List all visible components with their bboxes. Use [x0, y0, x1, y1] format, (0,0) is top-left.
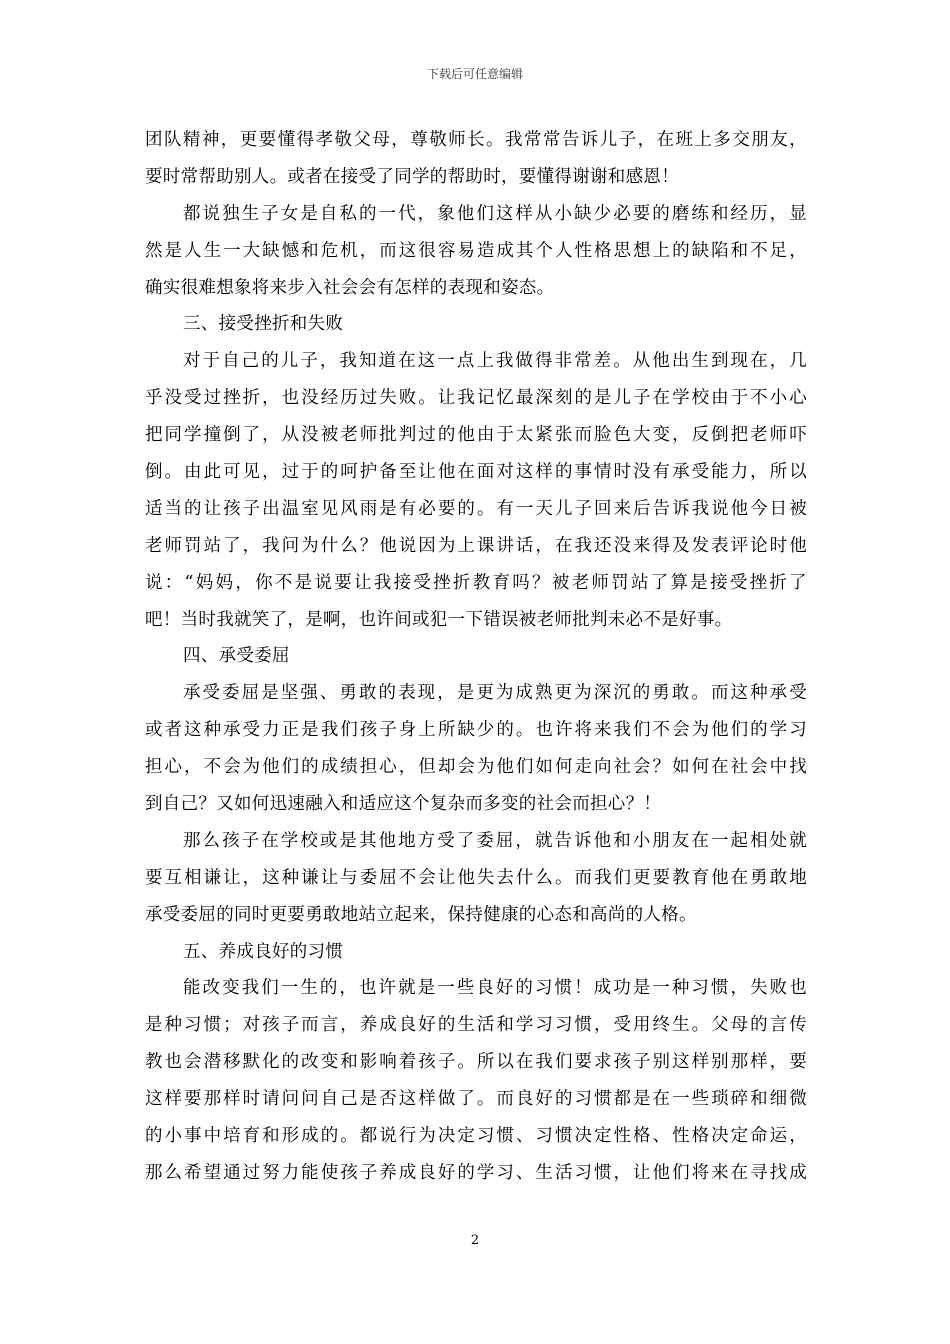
paragraph-first-line: 承受委屈是坚强、勇敢的表现，是更为成熟更为深沉的勇敢。而这种承受 [183, 683, 807, 704]
text-line: 教也会潜移默化的改变和影响着孩子。所以在我们要求孩子别这样别那样，要 [145, 1052, 807, 1073]
text-line: 适当的让孩子出温室见风雨是有必要的。有一天儿子回来后告诉我说他今日被 [145, 498, 807, 519]
text-line: 确实很难想象将来步入社会会有怎样的表现和姿态。 [145, 277, 555, 298]
text-line: 是种习惯；对孩子而言，养成良好的生活和学习习惯，受用终生。父母的言传 [145, 1015, 807, 1036]
paragraph-first-line: 能改变我们一生的，也许就是一些良好的习惯！成功是一种习惯，失败也 [183, 978, 807, 999]
text-line: 到自己？又如何迅速融入和适应这个复杂而多变的社会而担心？！ [145, 794, 662, 815]
document-body [145, 122, 807, 1192]
text-line: 把同学撞倒了，从没被老师批判过的他由于太紧张而脸色大变，反倒把老师吓 [145, 425, 807, 446]
page-number: 2 [470, 1233, 480, 1248]
text-line: 的小事中培育和形成的。都说行为决定习惯、习惯决定性格、性格决定命运， [145, 1126, 807, 1147]
section-heading: 三、接受挫折和失败 [183, 314, 344, 335]
text-line: 倒。由此可见，过于的呵护备至让他在面对这样的事情时没有承受能力，所以 [145, 462, 807, 483]
text-line: 吧！当时我就笑了，是啊，也许间或犯一下错误被老师批判未必不是好事。 [145, 609, 733, 630]
text-line: 团队精神，更要懂得孝敬父母，尊敬师长。我常常告诉儿子，在班上多交朋友， [145, 130, 807, 150]
text-line: 担心，不会为他们的成绩担心，但却会为他们如何走向社会？如何在社会中找 [145, 757, 807, 778]
text-line: 承受委屈的同时更要勇敢地站立起来，保持健康的心态和高尚的人格。 [145, 904, 697, 925]
paragraph-first-line: 那么孩子在学校或是其他地方受了委屈，就告诉他和小朋友在一起相处就 [183, 830, 807, 851]
paragraph-first-line: 对于自己的儿子，我知道在这一点上我做得非常差。从他出生到现在，几 [183, 351, 807, 372]
text-line: 那么希望通过努力能使孩子养成良好的学习、生活习惯，让他们将来在寻找成 [145, 1162, 807, 1183]
text-line: 说：“妈妈，你不是说要让我接受挫折教育吗？被老师罚站了算是接受挫折了 [145, 572, 807, 593]
text-line: 乎没受过挫折，也没经历过失败。让我记忆最深刻的是儿子在学校由于不小心 [145, 388, 807, 409]
paragraph-first-line: 都说独生子女是自私的一代，象他们这样从小缺少必要的磨练和经历，显 [183, 203, 807, 224]
text-line: 老师罚站了，我问为什么？他说因为上课讲话，在我还没来得及发表评论时他 [145, 535, 807, 556]
section-heading: 四、承受委屈 [183, 646, 290, 667]
page-header: 下载后可任意编辑 [426, 67, 523, 81]
text-line: 要互相谦让，这种谦让与委屈不会让他失去什么。而我们更要教育他在勇敢地 [145, 867, 807, 888]
text-line: 或者这种承受力正是我们孩子身上所缺少的。也许将来我们不会为他们的学习 [145, 720, 807, 741]
section-heading: 五、养成良好的习惯 [183, 941, 344, 962]
text-line: 要时常帮助别人。或者在接受了同学的帮助时，要懂得谢谢和感恩！ [145, 166, 679, 187]
text-line: 然是人生一大缺憾和危机，而这很容易造成其个人性格思想上的缺陷和不足， [145, 240, 807, 261]
text-line: 这样要那样时请问问自己是否这样做了。而良好的习惯都是在一些琐碎和细微 [145, 1089, 807, 1110]
